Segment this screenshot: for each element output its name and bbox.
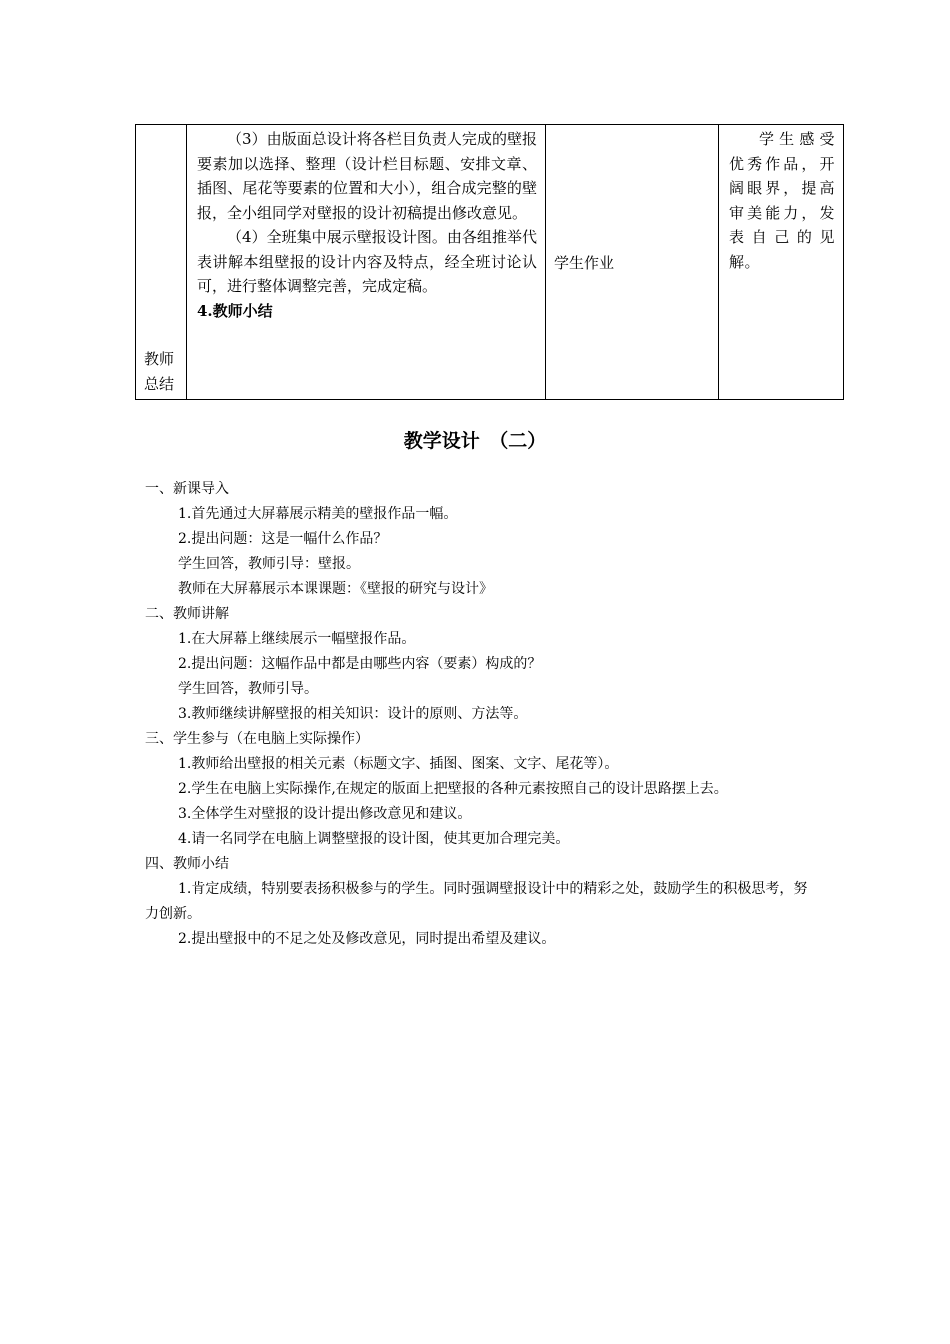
list-item: 2.提出问题：这幅作品中都是由哪些内容（要素）构成的？: [178, 656, 542, 672]
section-heading: 二、教师讲解: [145, 606, 229, 622]
stage-label-line2: 总结: [144, 375, 175, 393]
list-item: 1.教师给出壁报的相关元素（标题文字、插图、图案、文字、尾花等）。: [178, 756, 619, 772]
stage-label-line1: 教师: [144, 350, 175, 368]
stage-label: [144, 347, 174, 397]
section-heading: 四、教师小结: [145, 856, 229, 872]
list-item: 2.提出问题：这是一幅什么作品？: [178, 531, 388, 547]
list-item: 1.首先通过大屏幕展示精美的壁报作品一幅。: [178, 506, 458, 522]
list-item: 学生回答，教师引导。: [178, 681, 318, 697]
purpose-text: 学生感受优秀作品，开阔眼界，提高审美能力，发表自己的见解。: [729, 130, 835, 271]
list-item: 3.全体学生对壁报的设计提出修改意见和建议。: [178, 806, 472, 822]
list-item: 教师在大屏幕展示本课课题：《壁报的研究与设计》: [178, 581, 493, 597]
list-item: 4.请一名同学在电脑上调整壁报的设计图，使其更加合理完美。: [178, 831, 570, 847]
table-row: [136, 125, 844, 400]
student-task-cell: [546, 125, 719, 400]
list-item: 3.教师继续讲解壁报的相关知识：设计的原则、方法等。: [178, 706, 528, 722]
lesson-plan-body: [145, 477, 815, 952]
section-heading: 三、学生参与（在电脑上实际操作）: [145, 731, 369, 747]
activity-paragraph: （4）全班集中展示壁报设计图。由各组推举代表讲解本组壁报的设计内容及特点，经全班讨论认可，进行整体调整完善，完成定稿。: [197, 228, 537, 295]
purpose-cell: [719, 125, 844, 400]
activity-heading: 4.教师小结: [197, 301, 273, 320]
list-item: 2.学生在电脑上实际操作,在规定的版面上把壁报的各种元素按照自己的设计思路摆上去。: [178, 781, 728, 797]
list-item: 学生回答，教师引导：壁报。: [178, 556, 360, 572]
list-item: 1.在大屏幕上继续展示一幅壁报作品。: [178, 631, 416, 647]
student-task-text: 学生作业: [554, 253, 615, 272]
page-title: 教学设计 （二）: [403, 430, 547, 452]
lesson-table: [135, 124, 844, 400]
activity-cell: [187, 125, 546, 400]
section-heading: 一、新课导入: [145, 481, 229, 497]
activity-paragraph: （3）由版面总设计将各栏目负责人完成的壁报要素加以选择、整理（设计栏目标题、安排文章、插图、尾花等要素的位置和大小），组合成完整的壁报，全小组同学对壁报的设计初稿提出修改意见。: [197, 130, 537, 222]
list-item: 2.提出壁报中的不足之处及修改意见，同时提出希望及建议。: [178, 931, 556, 947]
list-item: 1.肯定成绩，特别要表扬积极参与的学生。同时强调壁报设计中的精彩之处，鼓励学生的积极思考，努力创新。: [145, 881, 808, 922]
stage-cell: [136, 125, 187, 400]
